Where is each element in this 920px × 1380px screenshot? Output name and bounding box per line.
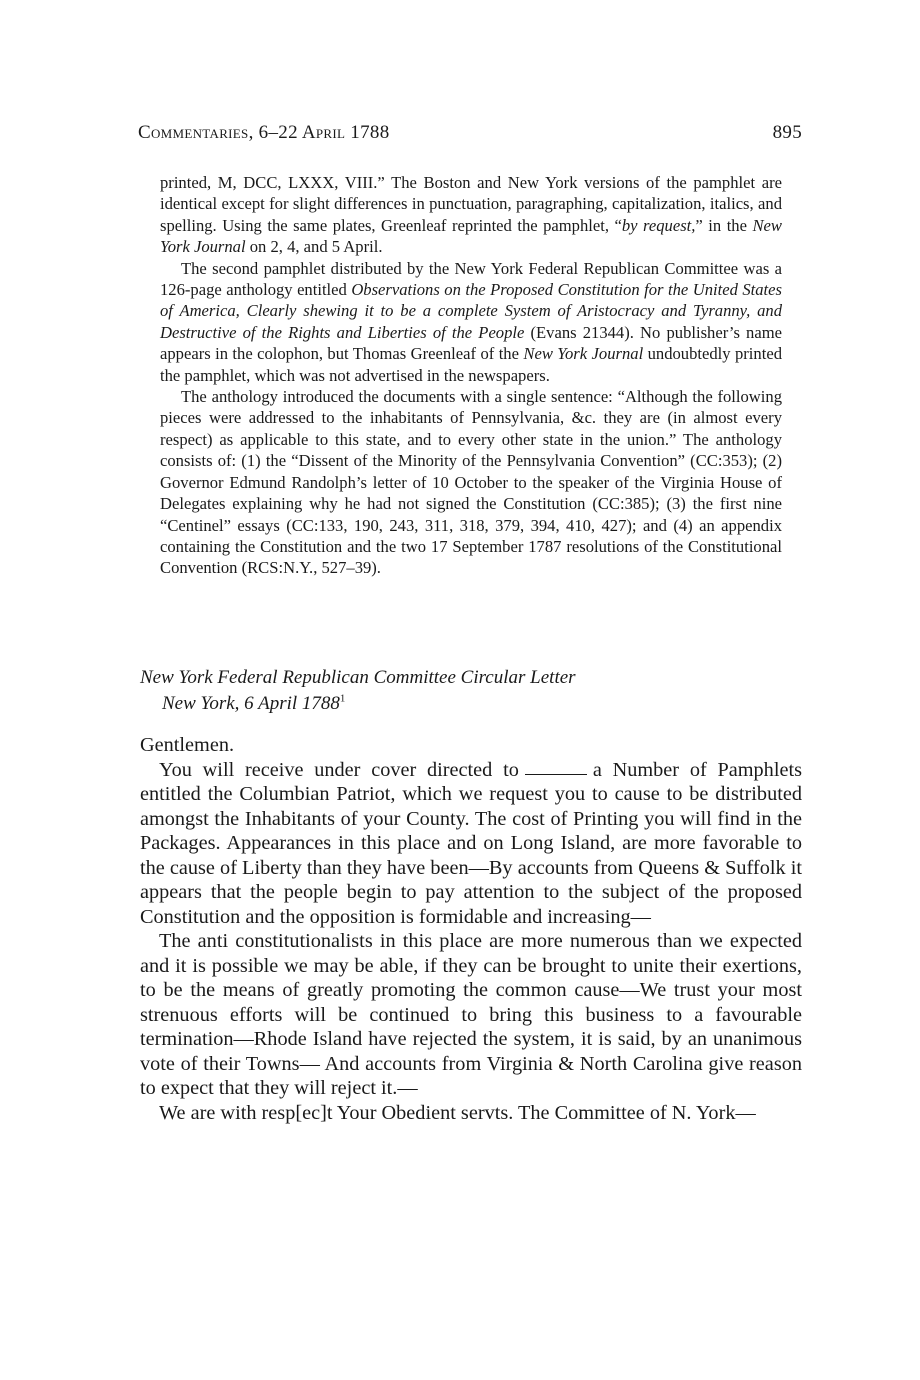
pamphlet-title: Observations on the Proposed Constitution for the United States of America, Clearly shewing it to be a complete System of Aristocracy and Tyranny, and Destructive of the Rights and Liberties of the People [160, 280, 782, 342]
text-run: (Evans 21344). No publisher’s name appears in the colophon, but Thomas Greenleaf of the [160, 322, 782, 364]
blank-line [525, 760, 587, 775]
intro-paragraph-2 [160, 258, 782, 386]
newspaper-title: New York Journal [160, 215, 782, 257]
text-run: on 2, 4, and 5 April. [245, 237, 383, 257]
text-run: You will receive under cover directed to [159, 758, 519, 781]
text-run: printed, M, DCC, LXXX, VIII.” The Boston and New York versions of the pamphlet are identical except for slight differences in punctuation, paragraphing, capitalization, italics, and spelling. Using the same plates, Greenleaf reprinted the pamphlet, “ [160, 173, 782, 235]
editorial-note [160, 172, 782, 579]
letter-paragraph-2: The anti constitutionalists in this place are more numerous than we expected and it is possible we may be able, if they can be brought to unite their exertions, to be the means of greatly promoting the common cause—We trust your most strenuous efforts will be continued to bring this business to a favourable termination—Rhode Island have rejected the system, it is said, by an unanimous vote of their Towns— And accounts from Virginia & North Carolina give reason to expect that they will reject it.— [140, 930, 802, 1099]
text-run: The second pamphlet distributed by the New York Federal Republican Committee was a 126-page anthology entitled [160, 258, 782, 300]
document-dateline-line [140, 691, 780, 717]
intro-paragraph-3: The anthology introduced the documents with a single sentence: “Although the following pieces were addressed to the inhabitants of Pennsylvania, &c. they are (in almost every respect) as applicable to this state, and to every other state in the union.” The anthology consists of: (1) the “Dissent of the Minority of the Pennsylvania Convention” (CC:353); (2) Governor Edmund Randolph’s letter of 10 October to the speaker of the Virginia House of Delegates explaining why he had not signed the Constitution (CC:385); (3) the first nine “Centinel” essays (CC:133, 190, 243, 311, 318, 379, 394, 410, 427); and (4) an appendix containing the Constitution and the two 17 September 1787 resolutions of the Constitutional Convention (RCS:N.Y., 527–39). [160, 387, 782, 578]
letter-paragraph-1 [140, 758, 802, 930]
text-run: a Number of Pamphlets entitled the Columbian Patriot, which we request you to cause to be distributed amongst the Inhabitants of your County. The cost of Printing you will find in the Packages. Appearances in this place and on Long Island, are more favorable to the cause of Liberty than they have been—By accounts from Queens & Suffolk it appears that the people begin to pay attention to the subject of the proposed Constitution and the opposition is formidable and increasing— [140, 758, 802, 928]
intro-paragraph-1 [160, 172, 782, 258]
document-heading [140, 665, 780, 717]
newspaper-title: New York Journal [523, 344, 644, 364]
footnote-marker: 1 [339, 692, 346, 705]
document-dateline: New York, 6 April 1788 [162, 693, 340, 714]
text-run: ” in the [695, 215, 753, 235]
page-number: 895 [772, 122, 802, 143]
running-head [138, 122, 802, 144]
letter-closing: We are with resp[ec]t Your Obedient servts. The Committee of N. York— [159, 1101, 756, 1124]
document-title: New York Federal Republican Committee Circular Letter [140, 667, 576, 688]
text-run: undoubtedly printed the pamphlet, which was not advertised in the newspapers. [160, 344, 782, 385]
italic-text-run: by request, [621, 215, 696, 235]
running-title: Commentaries, 6–22 April 1788 [138, 122, 390, 143]
letter-body [140, 733, 802, 1125]
salutation: Gentlemen. [140, 734, 235, 756]
